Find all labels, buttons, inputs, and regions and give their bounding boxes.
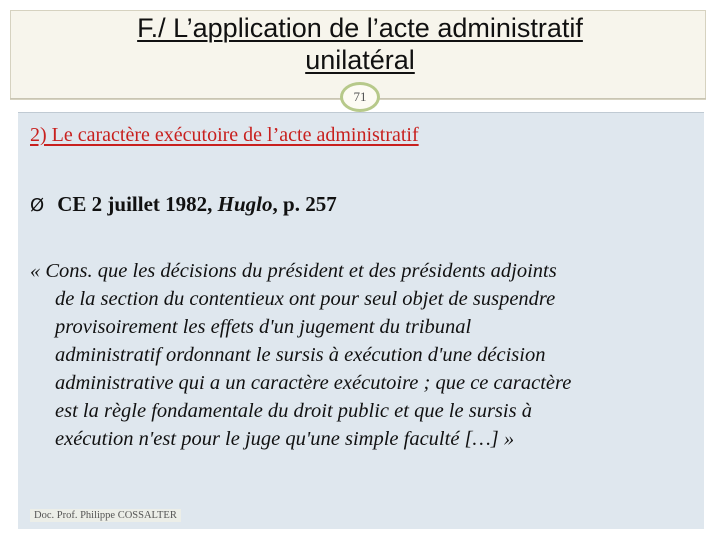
quote-line: provisoirement les effets d'un jugement du tribunal xyxy=(55,316,472,338)
quote-line: exécution n'est pour le juge qu'une simple faculté […] » xyxy=(55,428,515,450)
case-reference xyxy=(30,192,337,217)
slide-title xyxy=(0,12,720,76)
section-subtitle: 2) Le caractère exécutoire de l’acte administratif xyxy=(30,124,419,146)
arrow-bullet-icon: Ø xyxy=(30,195,45,216)
quote-line: administratif ordonnant le sursis à exécution d'une décision xyxy=(55,344,546,366)
footer-credit: Doc. Prof. Philippe COSSALTER xyxy=(30,509,181,522)
page-number-badge: 71 xyxy=(340,82,380,112)
case-quote xyxy=(30,257,690,453)
title-line-1: F./ L’application de l’acte administratif xyxy=(137,13,583,43)
case-reference-prefix: CE 2 juillet 1982, xyxy=(57,192,218,216)
case-reference-suffix: , p. 257 xyxy=(272,192,337,216)
title-line-2: unilatéral xyxy=(305,45,415,75)
case-name: Huglo xyxy=(217,192,273,216)
quote-line: de la section du contentieux ont pour seul objet de suspendre xyxy=(55,288,556,310)
quote-line: administrative qui a un caractère exécutoire ; que ce caractère xyxy=(55,372,572,394)
quote-line: « Cons. que les décisions du président et des présidents adjoints xyxy=(30,260,557,282)
quote-line: est la règle fondamentale du droit public et que le sursis à xyxy=(55,400,532,422)
